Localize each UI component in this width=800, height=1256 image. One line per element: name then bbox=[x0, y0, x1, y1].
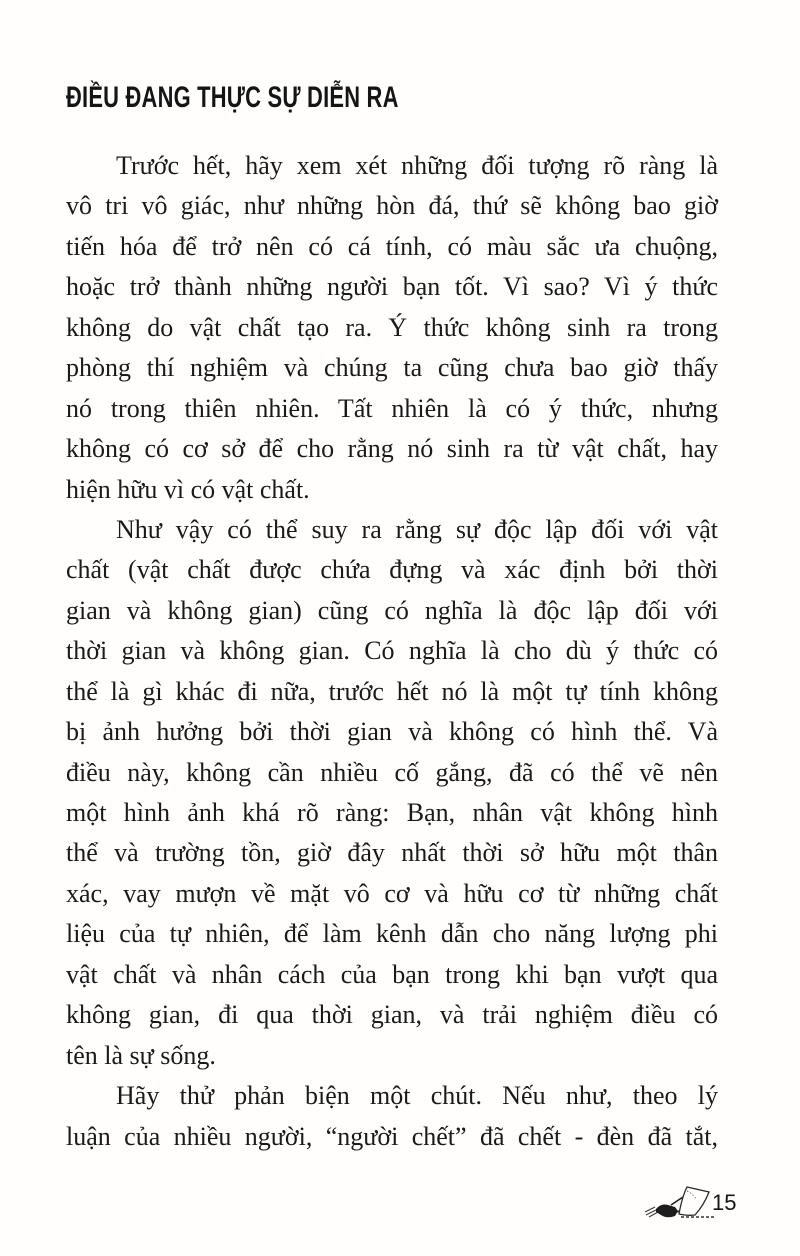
text-line: chất (vật chất được chứa đựng và xác định bởi thời bbox=[66, 555, 718, 585]
text-line: vật chất và nhân cách của bạn trong khi bạn vượt qua bbox=[66, 959, 718, 989]
text-line: một hình ảnh khá rõ ràng: Bạn, nhân vật không hình bbox=[66, 798, 718, 827]
text-line: liệu của tự nhiên, để làm kênh dẫn cho năng lượng phi bbox=[66, 919, 718, 949]
text-line: gian và không gian) cũng có nghĩa là độc lập đối với bbox=[66, 595, 718, 625]
text-line: thể là gì khác đi nữa, trước hết nó là một tự tính không bbox=[66, 676, 718, 706]
text-line: thể và trường tồn, giờ đây nhất thời sở hữu một thân bbox=[66, 838, 718, 868]
text-line: hoặc trở thành những người bạn tốt. Vì sao? Vì ý thức bbox=[66, 272, 718, 302]
text-line: nó trong thiên nhiên. Tất nhiên là có ý thức, nhưng bbox=[66, 393, 718, 423]
text-line: bị ảnh hưởng bởi thời gian và không có hình thể. Và bbox=[66, 717, 718, 747]
text-line: không do vật chất tạo ra. Ý thức không sinh ra trong bbox=[66, 312, 718, 342]
text-line: Trước hết, hãy xem xét những đối tượng rõ ràng là bbox=[116, 151, 718, 180]
page-title: ĐIỀU ĐANG THỰC SỰ DIỄN RA bbox=[66, 81, 399, 114]
text-line: điều này, không cần nhiều cố gắng, đã có thể vẽ nên bbox=[66, 757, 718, 787]
text-line: Hãy thử phản biện một chút. Nếu như, theo lý bbox=[116, 1081, 718, 1111]
text-line: Như vậy có thể suy ra rằng sự độc lập đối với vật bbox=[116, 514, 718, 544]
text-line: không có cơ sở để cho rằng nó sinh ra từ vật chất, hay bbox=[66, 434, 718, 464]
text-line: hiện hữu vì có vật chất. bbox=[66, 474, 310, 504]
ink-sketch-doodle-icon bbox=[643, 1183, 717, 1221]
text-line: không gian, đi qua thời gian, và trải nghiệm điều có bbox=[66, 1000, 718, 1030]
page-number-label: 15 bbox=[712, 1190, 737, 1215]
text-line: phòng thí nghiệm và chúng ta cũng chưa bao giờ thấy bbox=[66, 353, 718, 383]
body-text bbox=[66, 146, 718, 1157]
text-line: tên là sự sống. bbox=[66, 1040, 216, 1070]
page-footer bbox=[0, 1180, 800, 1226]
text-line: vô tri vô giác, như những hòn đá, thứ sẽ không bao giờ bbox=[66, 191, 718, 221]
text-line: xác, vay mượn về mặt vô cơ và hữu cơ từ những chất bbox=[66, 878, 718, 908]
text-line: tiến hóa để trở nên có cá tính, có màu sắc ưa chuộng, bbox=[66, 231, 718, 261]
text-line: luận của nhiều người, “người chết” đã chết - đèn đã tắt, bbox=[66, 1121, 718, 1151]
text-line: thời gian và không gian. Có nghĩa là cho dù ý thức có bbox=[66, 636, 718, 666]
